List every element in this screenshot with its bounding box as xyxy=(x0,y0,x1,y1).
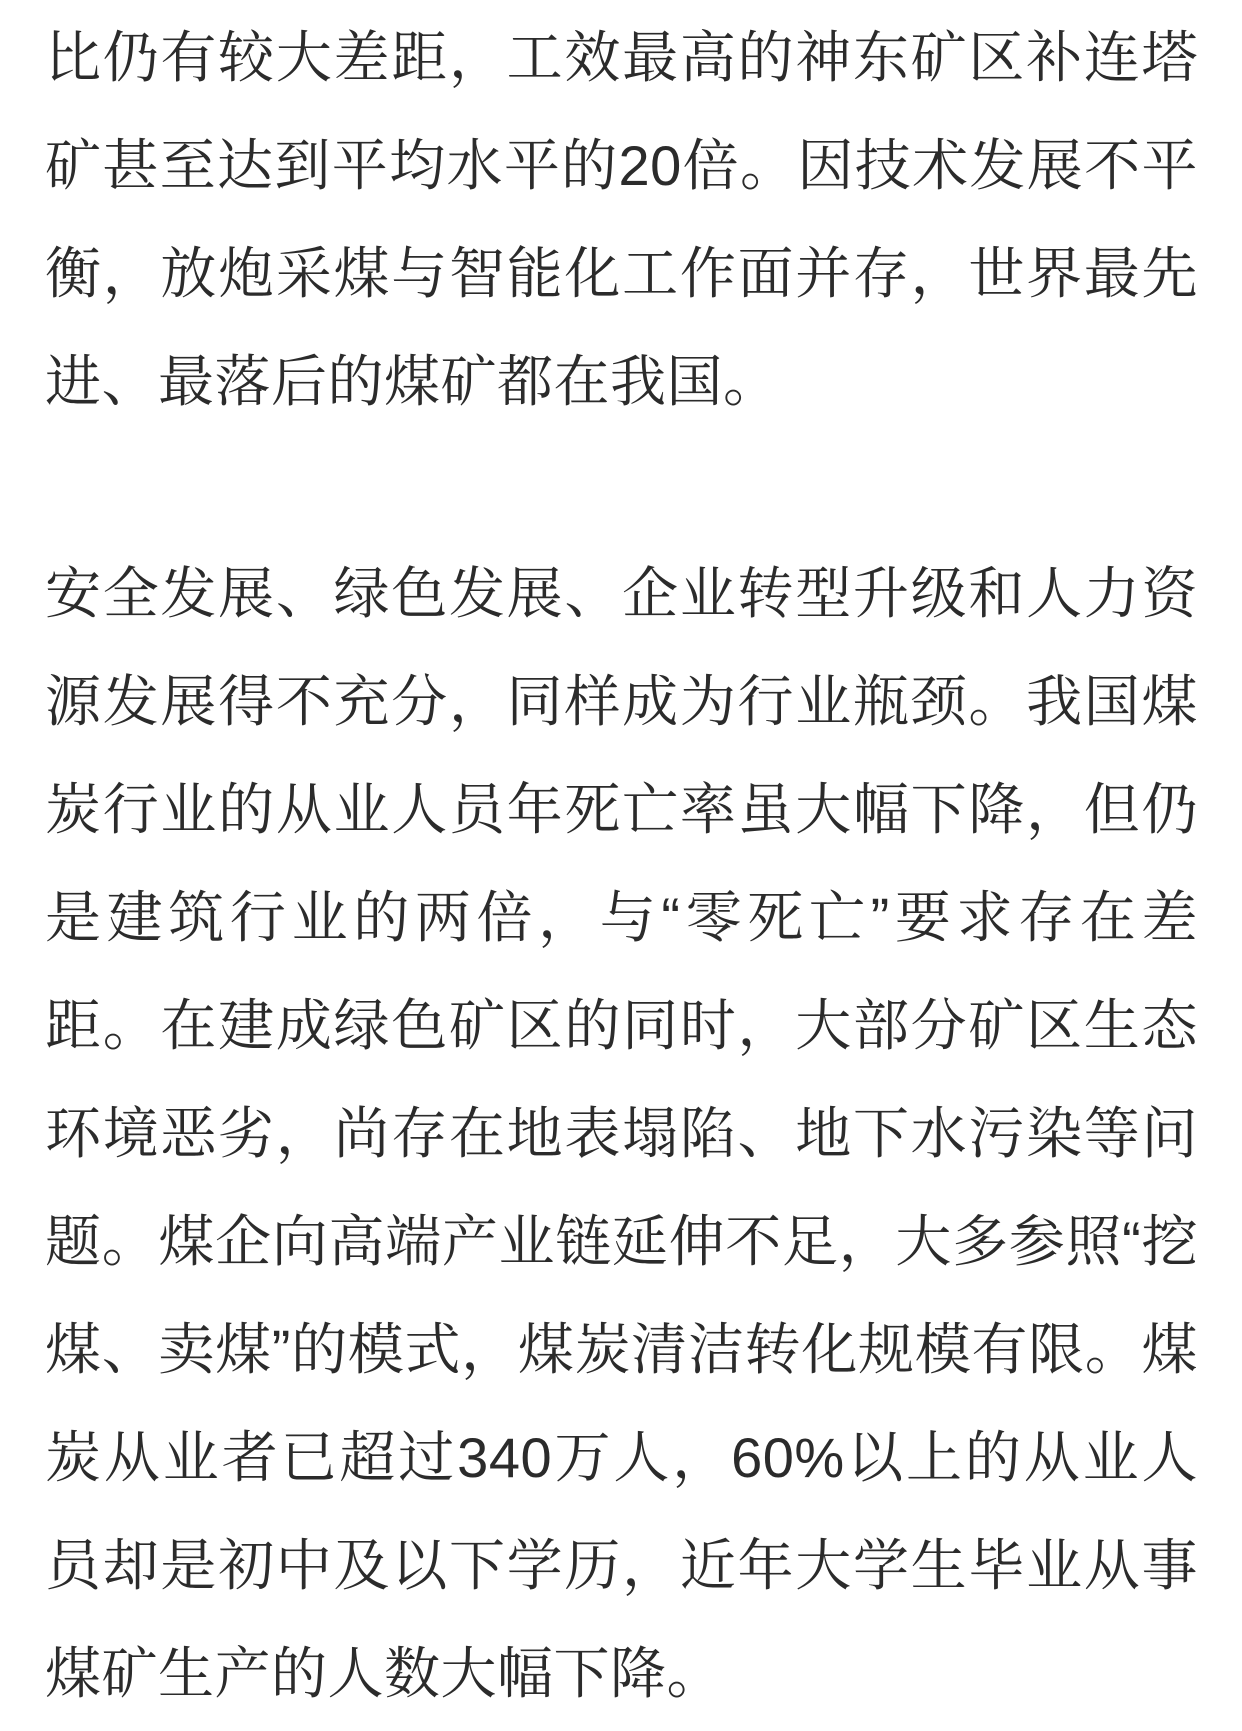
article-paragraph-1: 比仍有较大差距，工效最高的神东矿区补连塔矿甚至达到平均水平的20倍。因技术发展不平衡，放炮采煤与智能化工作面并存，世界最先进、最落后的煤矿都在我国。 xyxy=(45,26,1198,413)
article-paragraph-2: 安全发展、绿色发展、企业转型升级和人力资源发展得不充分，同样成为行业瓶颈。我国煤炭行业的从业人员年死亡率虽大幅下降，但仍是建筑行业的两倍，与“零死亡”要求存在差距。在建成绿色矿区的同时，大部分矿区生态环境恶劣，尚存在地表塌陷、地下水污染等问题。煤企向高端产业链延伸不足，大多参照“挖煤、卖煤”的模式，煤炭清洁转化规模有限。煤炭从业者已超过340万人，60%以上的从业人员却是初中及以下学历，近年大学生毕业从事煤矿生产的人数大幅下降。 xyxy=(45,562,1198,1705)
